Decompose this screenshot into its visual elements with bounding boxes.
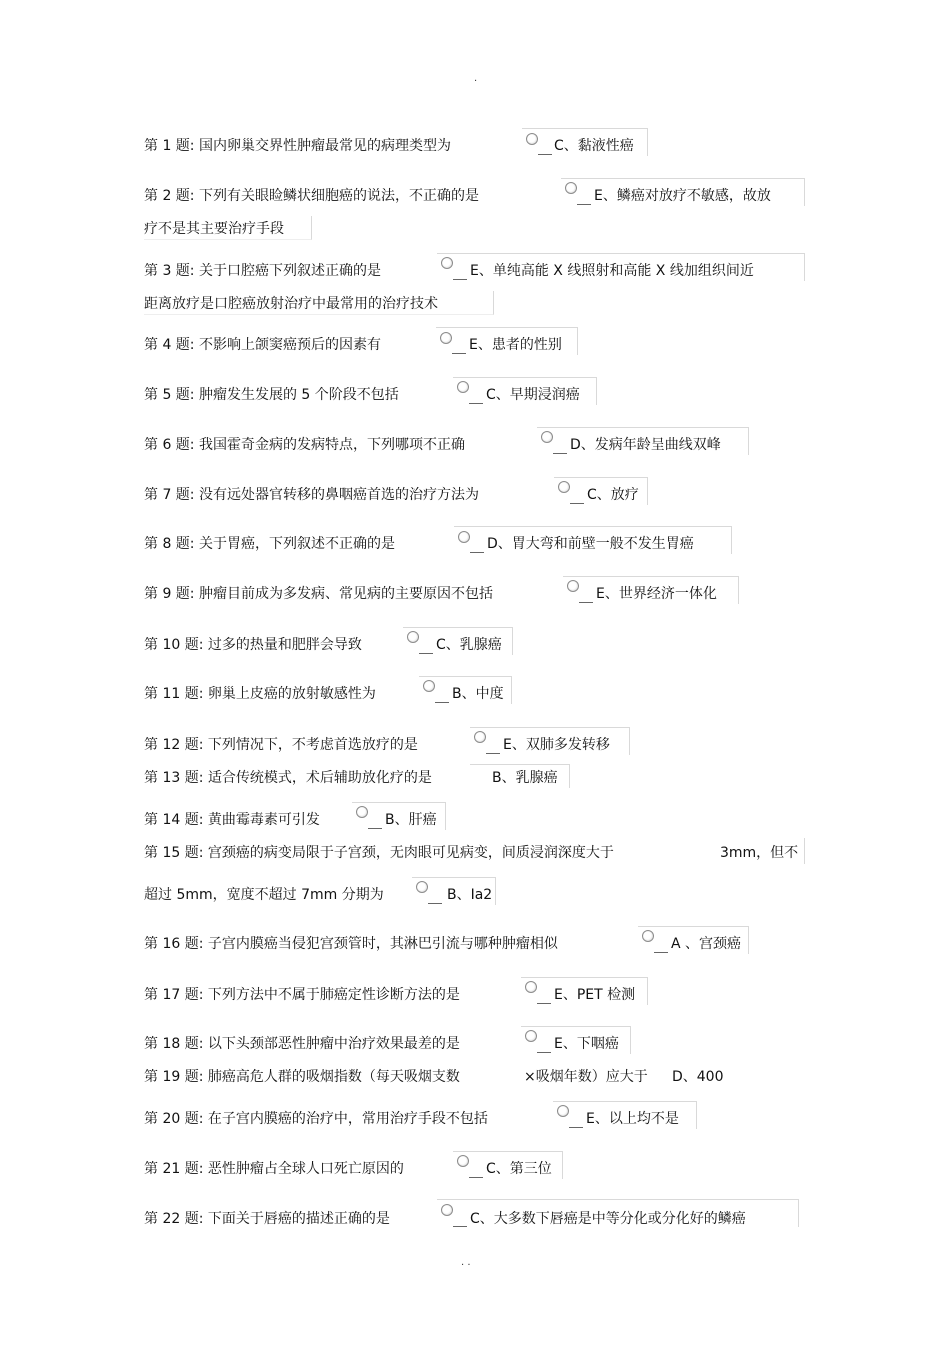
- answer-continuation: 距离放疗是口腔癌放射治疗中最常用的治疗技术: [144, 296, 438, 312]
- answer-text: E、PET 检测: [554, 987, 636, 1003]
- question-text: 关于胃癌，下列叙述不正确的是: [198, 536, 395, 552]
- answer-underline: [435, 702, 449, 703]
- question-text: 肿瘤目前成为多发病、常见病的主要原因不包括: [198, 586, 493, 602]
- answer-underline: [419, 653, 433, 654]
- answer-radio[interactable]: [526, 133, 538, 145]
- question-text-tail: 3mm，但不: [720, 845, 799, 861]
- answer-radio[interactable]: [407, 631, 419, 643]
- question-number: 第 2 题:: [144, 188, 195, 204]
- question-text: 宫颈癌的病变局限于子宫颈，无肉眼可见病变，间质浸润深度大于: [207, 845, 614, 861]
- answer-text: B、Ia2: [447, 887, 493, 903]
- answer-text: E、下咽癌: [554, 1036, 619, 1052]
- answer-underline: [469, 403, 483, 404]
- question-text: 肺癌高危人群的吸烟指数（每天吸烟支数: [207, 1069, 460, 1085]
- question-text: 国内卵巢交界性肿瘤最常见的病理类型为: [198, 138, 451, 154]
- question-number: 第 18 题:: [144, 1036, 204, 1052]
- answer-underline: [553, 453, 567, 454]
- answer-text: B、中度: [452, 686, 504, 702]
- question-11: [144, 685, 376, 703]
- question-number: 第 1 题:: [144, 138, 195, 154]
- question-number: 第 4 题:: [144, 337, 195, 353]
- answer-text: C、黏液性癌: [554, 138, 634, 154]
- question-17: [144, 986, 460, 1004]
- answer-radio[interactable]: [525, 981, 537, 993]
- question-number: 第 16 题:: [144, 936, 204, 952]
- question-number: 第 13 题:: [144, 770, 204, 786]
- answer-underline: [486, 753, 500, 754]
- answer-radio[interactable]: [441, 257, 453, 269]
- question-3: [144, 262, 381, 280]
- question-text: 恶性肿瘤占全球人口死亡原因的: [207, 1161, 404, 1177]
- answer-radio[interactable]: [356, 806, 368, 818]
- question-text: 下列方法中不属于肺癌定性诊断方法的是: [207, 987, 460, 1003]
- question-text: 不影响上颌窦癌预后的因素有: [198, 337, 381, 353]
- answer-underline: [368, 828, 382, 829]
- question-text: 我国霍奇金病的发病特点，下列哪项不正确: [198, 437, 465, 453]
- answer-underline: [428, 903, 442, 904]
- question-number: 第 21 题:: [144, 1161, 204, 1177]
- answer-underline: [538, 154, 552, 155]
- answer-text: E、单纯高能 X 线照射和高能 X 线加组织间近: [470, 263, 754, 279]
- answer-text: E、患者的性别: [469, 337, 562, 353]
- question-text: 过多的热量和肥胖会导致: [207, 637, 362, 653]
- answer-radio[interactable]: [558, 481, 570, 493]
- question-19: [144, 1068, 460, 1086]
- question-number: 第 17 题:: [144, 987, 204, 1003]
- question-number: 第 3 题:: [144, 263, 195, 279]
- question-1: [144, 137, 451, 155]
- question-text: 没有远处器官转移的鼻咽癌首选的治疗方法为: [198, 487, 479, 503]
- answer-underline: [569, 1127, 583, 1128]
- question-text: 肿瘤发生发展的 5 个阶段不包括: [198, 387, 399, 403]
- question-text-tail: ×吸烟年数）应大于: [524, 1069, 648, 1085]
- question-7: [144, 486, 479, 504]
- answer-radio[interactable]: [541, 431, 553, 443]
- answer-text: B、乳腺癌: [492, 770, 558, 786]
- question-number: 第 9 题:: [144, 586, 195, 602]
- question-22: [144, 1210, 390, 1228]
- question-text: 关于口腔癌下列叙述正确的是: [198, 263, 381, 279]
- answer-text: B、肝癌: [385, 812, 437, 828]
- answer-underline: [654, 952, 668, 953]
- answer-text: E、双肺多发转移: [503, 737, 610, 753]
- answer-text: E、鳞癌对放疗不敏感，故放: [594, 188, 771, 204]
- question-9: [144, 585, 493, 603]
- question-number: 第 22 题:: [144, 1211, 204, 1227]
- answer-radio[interactable]: [565, 182, 577, 194]
- answer-radio[interactable]: [441, 1204, 453, 1216]
- question-number: 第 5 题:: [144, 387, 195, 403]
- question-14: [144, 811, 320, 829]
- question-text: 下面关于唇癌的描述正确的是: [207, 1211, 390, 1227]
- answer-underline: [537, 1003, 551, 1004]
- answer-continuation: 疗不是其主要治疗手段: [144, 221, 284, 237]
- question-text: 黄曲霉毒素可引发: [207, 812, 320, 828]
- answer-radio[interactable]: [440, 332, 452, 344]
- answer-text: C、第三位: [486, 1161, 552, 1177]
- question-number: 第 14 题:: [144, 812, 204, 828]
- question-box: [144, 838, 805, 864]
- question-text: 下列有关眼睑鳞状细胞癌的说法，不正确的是: [198, 188, 479, 204]
- answer-underline: [453, 279, 467, 280]
- answer-underline: [577, 204, 591, 205]
- answer-text: D、400: [672, 1069, 724, 1085]
- question-number: 第 19 题:: [144, 1069, 204, 1085]
- answer-text: E、以上均不是: [586, 1111, 679, 1127]
- question-number: 第 12 题:: [144, 737, 204, 753]
- answer-radio[interactable]: [474, 731, 486, 743]
- question-16: [144, 935, 558, 953]
- answer-radio[interactable]: [457, 381, 469, 393]
- question-number: 第 11 题:: [144, 686, 204, 702]
- answer-radio[interactable]: [416, 881, 428, 893]
- answer-radio[interactable]: [642, 930, 654, 942]
- question-text: 适合传统模式，术后辅助放化疗的是: [207, 770, 432, 786]
- answer-radio[interactable]: [557, 1105, 569, 1117]
- question-13: [144, 769, 432, 787]
- answer-radio[interactable]: [458, 531, 470, 543]
- footer-mark: . .: [461, 1257, 471, 1268]
- question-text: 子宫内膜癌当侵犯宫颈管时，其淋巴引流与哪种肿瘤相似: [207, 936, 558, 952]
- answer-underline: [579, 602, 593, 603]
- question-text: 以下头颈部恶性肿瘤中治疗效果最差的是: [207, 1036, 460, 1052]
- answer-underline: [452, 353, 466, 354]
- answer-underline: [570, 503, 584, 504]
- answer-radio[interactable]: [525, 1030, 537, 1042]
- answer-text: D、胃大弯和前壁一般不发生胃癌: [487, 536, 694, 552]
- answer-radio[interactable]: [457, 1155, 469, 1167]
- question-18: [144, 1035, 460, 1053]
- answer-text: D、发病年龄呈曲线双峰: [570, 437, 721, 453]
- continuation-box: [144, 291, 494, 315]
- question-6: [144, 436, 465, 454]
- answer-text: A 、宫颈癌: [671, 936, 742, 952]
- question-21: [144, 1160, 404, 1178]
- question-number: 第 15 题:: [144, 845, 204, 861]
- answer-radio[interactable]: [567, 580, 579, 592]
- question-text: 下列情况下，不考虑首选放疗的是: [207, 737, 418, 753]
- question-10: [144, 636, 362, 654]
- answer-text: C、放疗: [587, 487, 639, 503]
- answer-underline: [537, 1052, 551, 1053]
- answer-text: E、世界经济一体化: [596, 586, 717, 602]
- answer-underline: [469, 1177, 483, 1178]
- answer-underline: [453, 1226, 467, 1227]
- question-number: 第 8 题:: [144, 536, 195, 552]
- question-number: 第 20 题:: [144, 1111, 204, 1127]
- answer-text: C、大多数下唇癌是中等分化或分化好的鳞癌: [470, 1211, 746, 1227]
- question-continuation: 超过 5mm，宽度不超过 7mm 分期为: [144, 887, 384, 903]
- answer-underline: [470, 552, 484, 553]
- answer-text: C、乳腺癌: [436, 637, 502, 653]
- question-12: [144, 736, 418, 754]
- question-5: [144, 386, 399, 404]
- continuation-box: [144, 216, 312, 240]
- answer-text: C、早期浸润癌: [486, 387, 580, 403]
- question-number: 第 10 题:: [144, 637, 204, 653]
- header-mark: .: [474, 73, 478, 84]
- question-text: 卵巢上皮癌的放射敏感性为: [207, 686, 376, 702]
- question-20: [144, 1110, 488, 1128]
- question-text: 在子宫内膜癌的治疗中，常用治疗手段不包括: [207, 1111, 488, 1127]
- question-number: 第 7 题:: [144, 487, 195, 503]
- answer-radio[interactable]: [423, 680, 435, 692]
- question-number: 第 6 题:: [144, 437, 195, 453]
- question-4: [144, 336, 381, 354]
- question-2: [144, 187, 479, 205]
- question-8: [144, 535, 395, 553]
